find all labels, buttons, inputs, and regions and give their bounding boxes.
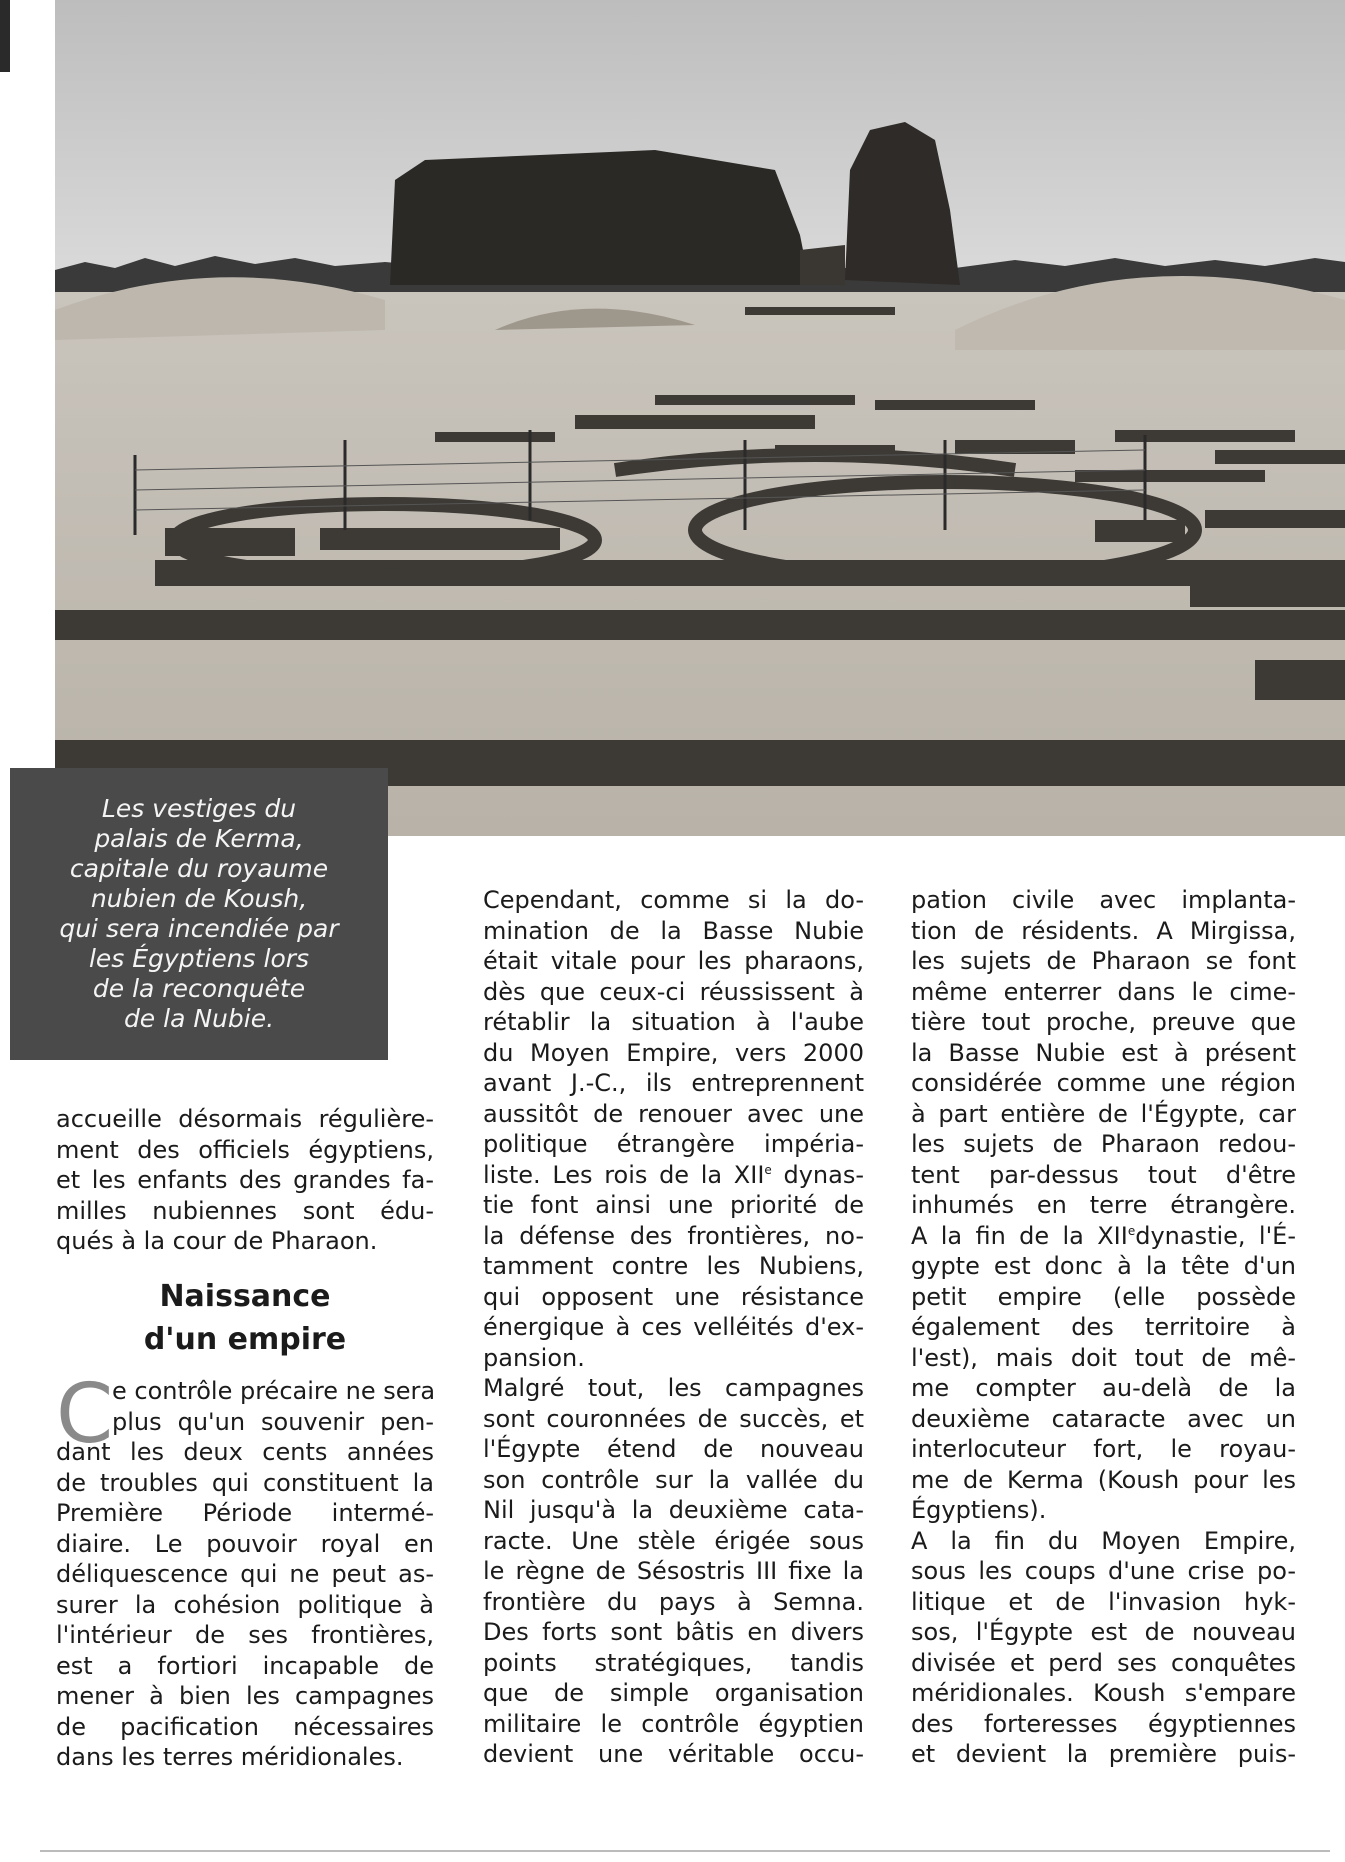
page-edge-mark: [0, 0, 10, 72]
text-line: de pacification nécessaires: [56, 1712, 434, 1741]
text-line: frontière du pays à Semna.: [483, 1587, 864, 1616]
text-line: Malgré tout, les campagnes: [483, 1374, 864, 1402]
text-line: déliquescence qui ne peut as-: [56, 1560, 434, 1588]
text-line: dans les terres méridionales.: [56, 1743, 404, 1771]
text-line: tion de résidents. A Mirgissa,: [911, 916, 1296, 945]
text-line: rétablir la situation à l'aube: [483, 1008, 864, 1036]
text-line: sont couronnées de succès, et: [483, 1404, 864, 1433]
text-line: dant les deux cents années: [56, 1438, 434, 1466]
text-line: surer la cohésion politique à: [56, 1590, 434, 1619]
text-line: même enterrer dans le cime-: [911, 977, 1296, 1006]
heading-line: d'un empire: [143, 1322, 347, 1357]
superscript: e: [764, 1162, 772, 1177]
text-segment: dynastie, l'É-: [1135, 1221, 1296, 1250]
text-line: tamment contre les Nubiens,: [483, 1252, 864, 1280]
text-line: diaire. Le pouvoir royal en: [56, 1529, 434, 1558]
text-line: Des forts sont bâtis en divers: [483, 1618, 864, 1646]
heading-line: Naissance: [159, 1279, 331, 1314]
text-segment: A la fin de la XII: [911, 1221, 1128, 1250]
text-line: les sujets de Pharaon se font: [911, 947, 1296, 975]
text-line: l'Égypte étend de nouveau: [483, 1435, 864, 1463]
text-line: le règne de Sésostris III fixe la: [483, 1557, 864, 1585]
text-line: considérée comme une région: [911, 1069, 1296, 1097]
text-line: à part entière de l'Égypte, car: [911, 1099, 1296, 1128]
text-line: aussitôt de renouer avec une: [483, 1099, 864, 1128]
text-line: de troubles qui constituent la: [56, 1468, 434, 1497]
text-line: devient une véritable occu-: [483, 1740, 864, 1768]
text-line: les sujets de Pharaon redou-: [911, 1130, 1296, 1158]
bottom-rule: [40, 1850, 1330, 1852]
text-line: sous les coups d'une crise po-: [911, 1557, 1296, 1585]
text-line: interlocuteur fort, le royau-: [911, 1435, 1296, 1463]
text-line: énergique à ces velléités d'ex-: [483, 1313, 864, 1341]
text-segment: liste. Les rois de la XII: [483, 1160, 765, 1189]
left-margin: [0, 0, 55, 836]
text-line: du Moyen Empire, vers 2000: [483, 1038, 864, 1067]
text-line: accueille désormais régulière-: [56, 1105, 434, 1133]
caption-line: nubien de Koush,: [90, 884, 308, 913]
text-line: petit empire (elle possède: [911, 1282, 1296, 1311]
text-line: méridionales. Koush s'empare: [911, 1679, 1296, 1707]
kerma-ruins-photo: [55, 0, 1345, 836]
text-line-with-superscript: [911, 1221, 1296, 1252]
text-line: politique étrangère impéria-: [483, 1130, 864, 1158]
text-line: points stratégiques, tandis: [483, 1648, 864, 1677]
text-line: est a fortiori incapable de: [56, 1651, 434, 1680]
caption-line: les Égyptiens lors: [88, 944, 310, 973]
text-line: des forteresses égyptiennes: [911, 1709, 1296, 1738]
text-line: était vitale pour les pharaons,: [483, 947, 864, 975]
photo-caption: [10, 768, 388, 1060]
text-line: Nil jusqu'à la deuxième cata-: [483, 1496, 864, 1524]
text-line: qui opposent une résistance: [483, 1282, 864, 1311]
text-line: A la fin du Moyen Empire,: [911, 1526, 1296, 1555]
caption-line: Les vestiges du: [101, 794, 297, 823]
text-line: mination de la Basse Nubie: [483, 916, 864, 945]
superscript: e: [1127, 1223, 1136, 1238]
text-line: Cependant, comme si la do-: [483, 886, 864, 914]
text-line: me de Kerma (Koush pour les: [911, 1465, 1296, 1494]
text-line: tie font ainsi une priorité de: [483, 1191, 864, 1219]
text-line: son contrôle sur la vallée du: [483, 1465, 864, 1494]
text-line: militaire le contrôle égyptien: [483, 1709, 864, 1738]
text-line: gypte est donc à la tête d'un: [911, 1252, 1296, 1280]
caption-line: palais de Kerma,: [94, 824, 304, 853]
text-line: deuxième cataracte avec un: [911, 1404, 1296, 1433]
text-line: ment des officiels égyptiens,: [56, 1135, 434, 1164]
text-segment: dynas-: [771, 1160, 864, 1189]
text-line: l'est), mais doit tout de mê-: [911, 1343, 1296, 1372]
caption-line: de la reconquête: [92, 974, 306, 1003]
column-2: [483, 885, 864, 1770]
text-line: et devient la première puis-: [911, 1740, 1296, 1768]
text-line: la défense des frontières, no-: [483, 1221, 864, 1250]
text-line: également des territoire à: [911, 1313, 1296, 1341]
text-line: l'intérieur de ses frontières,: [56, 1621, 434, 1649]
text-line: qués à la cour de Pharaon.: [56, 1227, 378, 1255]
text-line: pation civile avec implanta-: [911, 886, 1296, 914]
text-line: sos, l'Égypte est de nouveau: [911, 1618, 1296, 1646]
drop-cap: C: [56, 1367, 114, 1462]
text-line: litique et de l'invasion hyk-: [911, 1587, 1296, 1616]
text-line: tent par-dessus tout d'être: [911, 1160, 1296, 1189]
text-line: me compter au-delà de la: [911, 1374, 1296, 1402]
text-line: que de simple organisation: [483, 1679, 864, 1707]
column-1-intro: [56, 1104, 434, 1257]
text-line-with-superscript: [483, 1160, 864, 1191]
caption-line: qui sera incendiée par: [59, 914, 339, 943]
text-line: Égyptiens).: [911, 1496, 1047, 1524]
text-line: inhumés en terre étrangère.: [911, 1191, 1296, 1219]
text-line: racte. Une stèle érigée sous: [483, 1526, 864, 1555]
text-line: Première Période intermé-: [56, 1499, 434, 1527]
text-line: mener à bien les campagnes: [56, 1682, 434, 1710]
text-line: et les enfants des grandes fa-: [56, 1166, 434, 1194]
text-line: dès que ceux-ci réussissent à: [483, 977, 864, 1006]
section-heading: [56, 1275, 434, 1361]
column-1-body: [56, 1367, 436, 1773]
text-line: pansion.: [483, 1343, 585, 1372]
text-line: plus qu'un souvenir pen-: [112, 1407, 434, 1436]
text-line: milles nubiennes sont édu-: [56, 1196, 434, 1225]
text-line: e contrôle précaire ne sera: [112, 1377, 436, 1405]
caption-line: capitale du royaume: [69, 854, 329, 883]
text-line: la Basse Nubie est à présent: [911, 1038, 1296, 1067]
text-line: avant J.-C., ils entreprennent: [483, 1069, 864, 1097]
caption-line: de la Nubie.: [123, 1004, 275, 1033]
column-3: [911, 885, 1296, 1770]
text-line: tière tout proche, preuve que: [911, 1008, 1296, 1036]
text-line: divisée et perd ses conquêtes: [911, 1648, 1296, 1677]
